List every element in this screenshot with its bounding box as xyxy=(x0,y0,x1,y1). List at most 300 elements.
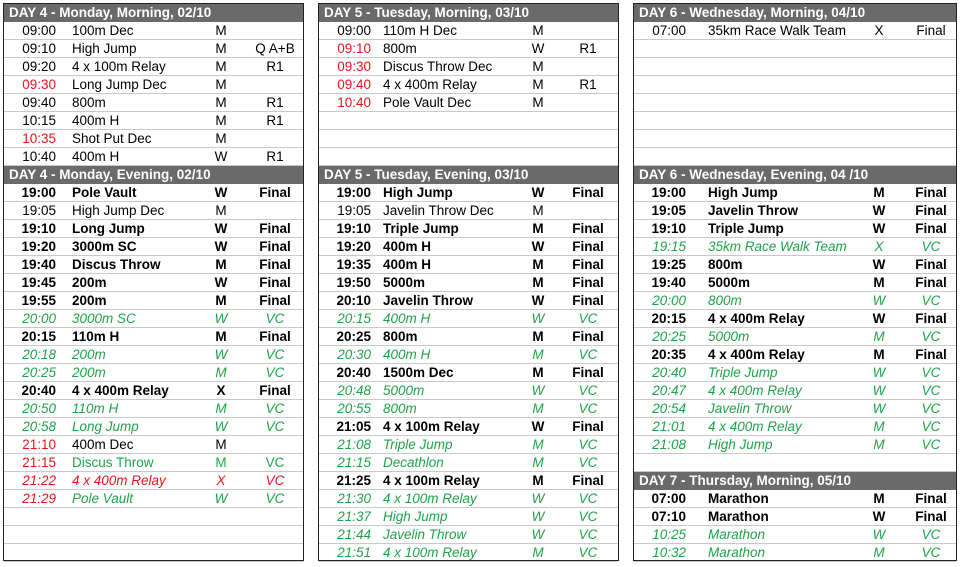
event-cell: 5000m xyxy=(708,275,751,290)
time-cell: 19:00 xyxy=(336,185,371,200)
schedule-row xyxy=(4,364,303,382)
time-cell: 07:00 xyxy=(651,491,686,506)
schedule-row xyxy=(4,256,303,274)
round-cell: Final xyxy=(259,275,291,290)
event-cell: 35km Race Walk Team xyxy=(708,239,847,254)
round-cell: Final xyxy=(259,185,291,200)
event-cell: 200m xyxy=(72,293,107,308)
event-cell: 800m xyxy=(708,293,742,308)
sex-cell: W xyxy=(872,257,886,272)
time-cell: 20:15 xyxy=(337,311,371,326)
round-cell: Q A+B xyxy=(255,41,295,56)
round-cell: VC xyxy=(578,455,598,470)
event-cell: 800m xyxy=(383,401,417,416)
sex-cell: X xyxy=(874,239,884,254)
sex-cell: W xyxy=(872,509,886,524)
event-cell: Marathon xyxy=(708,491,769,506)
round-cell: VC xyxy=(578,347,598,362)
schedule-row xyxy=(319,184,618,202)
event-cell: 5000m xyxy=(383,383,425,398)
sex-cell: W xyxy=(872,365,886,380)
schedule-row xyxy=(319,130,618,148)
time-cell: 20:55 xyxy=(337,401,371,416)
event-cell: High Jump Dec xyxy=(72,203,165,218)
time-cell: 19:00 xyxy=(21,185,56,200)
sex-cell: M xyxy=(215,293,227,308)
time-cell: 20:40 xyxy=(21,383,56,398)
schedule-row xyxy=(319,454,618,472)
time-cell: 20:35 xyxy=(651,347,686,362)
schedule-row xyxy=(319,40,618,58)
schedule-row xyxy=(634,490,956,508)
day7-morning-rows xyxy=(634,490,956,562)
round-cell: VC xyxy=(265,311,285,326)
sex-cell: M xyxy=(215,437,227,452)
round-cell: VC xyxy=(578,383,598,398)
time-cell: 20:30 xyxy=(337,347,371,362)
event-cell: Marathon xyxy=(708,509,769,524)
day7-morning-header: DAY 7 - Thursday, Morning, 05/10 xyxy=(634,472,956,490)
day5-panel xyxy=(318,3,619,561)
schedule-row xyxy=(319,112,618,130)
sex-cell: W xyxy=(214,347,228,362)
sex-cell: M xyxy=(532,401,544,416)
sex-cell: W xyxy=(214,221,228,236)
round-cell: Final xyxy=(572,221,604,236)
event-cell: 800m xyxy=(72,95,106,110)
time-cell: 19:25 xyxy=(651,257,686,272)
round-cell: Final xyxy=(259,293,291,308)
schedule-row xyxy=(4,76,303,94)
event-cell: Discus Throw xyxy=(72,257,161,272)
sex-cell: M xyxy=(532,329,544,344)
round-cell: Final xyxy=(572,365,604,380)
schedule-row xyxy=(4,472,303,490)
day5-evening-rows xyxy=(319,184,618,562)
schedule-row xyxy=(4,184,303,202)
schedule-row xyxy=(634,130,956,148)
sex-cell: M xyxy=(532,455,544,470)
sex-cell: M xyxy=(215,113,227,128)
time-cell: 20:50 xyxy=(22,401,56,416)
time-cell: 10:35 xyxy=(22,131,56,146)
schedule-row xyxy=(634,454,956,472)
schedule-row xyxy=(319,472,618,490)
day6-7-panel xyxy=(633,3,957,561)
schedule-row xyxy=(634,436,956,454)
schedule-row xyxy=(319,418,618,436)
event-cell: 400m H xyxy=(383,347,431,362)
sex-cell: M xyxy=(532,473,544,488)
round-cell: Final xyxy=(915,347,947,362)
schedule-row xyxy=(319,544,618,562)
day4-evening-header: DAY 4 - Monday, Evening, 02/10 xyxy=(4,166,303,184)
sex-cell: M xyxy=(215,77,227,92)
schedule-row xyxy=(4,94,303,112)
sex-cell: M xyxy=(215,329,227,344)
event-cell: Shot Put Dec xyxy=(72,131,152,146)
sex-cell: W xyxy=(214,311,228,326)
sex-cell: W xyxy=(872,401,886,416)
day4-panel xyxy=(3,3,304,561)
schedule-row xyxy=(634,220,956,238)
sex-cell: M xyxy=(532,77,544,92)
round-cell: VC xyxy=(921,527,941,542)
round-cell: VC xyxy=(578,527,598,542)
schedule-row xyxy=(634,364,956,382)
sex-cell: W xyxy=(531,419,545,434)
time-cell: 21:51 xyxy=(337,545,371,560)
day4-evening-rows xyxy=(4,184,303,562)
event-cell: 400m H xyxy=(72,149,120,164)
schedule-row xyxy=(4,526,303,544)
round-cell: Final xyxy=(572,239,604,254)
event-cell: 200m xyxy=(72,347,106,362)
round-cell: Final xyxy=(259,257,291,272)
sex-cell: M xyxy=(873,437,885,452)
event-cell: 5000m xyxy=(708,329,750,344)
schedule-row xyxy=(4,454,303,472)
round-cell: Final xyxy=(572,473,604,488)
schedule-row xyxy=(319,76,618,94)
sex-cell: W xyxy=(214,491,228,506)
event-cell: Pole Vault xyxy=(72,491,134,506)
time-cell: 10:40 xyxy=(22,149,56,164)
schedule-row xyxy=(634,418,956,436)
time-cell: 19:50 xyxy=(336,275,371,290)
event-cell: Discus Throw Dec xyxy=(383,59,493,74)
time-cell: 20:18 xyxy=(22,347,56,362)
event-cell: Triple Jump xyxy=(383,221,459,236)
round-cell: VC xyxy=(921,383,941,398)
event-cell: Javelin Throw xyxy=(383,527,467,542)
round-cell: R1 xyxy=(579,77,597,92)
event-cell: 4 x 400m Relay xyxy=(72,383,169,398)
schedule-row xyxy=(319,328,618,346)
sex-cell: W xyxy=(872,293,886,308)
schedule-row xyxy=(634,544,956,562)
round-cell: VC xyxy=(921,419,941,434)
schedule-row xyxy=(319,94,618,112)
round-cell: Final xyxy=(572,257,604,272)
sex-cell: M xyxy=(532,365,544,380)
round-cell: Final xyxy=(259,221,291,236)
schedule-row xyxy=(4,400,303,418)
schedule-row xyxy=(634,238,956,256)
schedule-row xyxy=(4,238,303,256)
schedule-row xyxy=(4,418,303,436)
sex-cell: M xyxy=(215,257,227,272)
schedule-row xyxy=(634,148,956,166)
sex-cell: M xyxy=(532,347,544,362)
event-cell: High Jump xyxy=(708,437,773,452)
event-cell: Pole Vault Dec xyxy=(383,95,472,110)
schedule-row xyxy=(4,346,303,364)
round-cell: VC xyxy=(578,509,598,524)
sex-cell: W xyxy=(531,293,545,308)
event-cell: 400m H xyxy=(383,239,432,254)
event-cell: 400m H xyxy=(72,113,120,128)
sex-cell: W xyxy=(214,239,228,254)
schedule-row xyxy=(4,292,303,310)
time-cell: 20:48 xyxy=(337,383,371,398)
sex-cell: M xyxy=(215,23,227,38)
time-cell: 09:40 xyxy=(337,77,371,92)
event-cell: 1500m Dec xyxy=(383,365,454,380)
schedule-row xyxy=(4,22,303,40)
round-cell: VC xyxy=(578,437,598,452)
schedule-row xyxy=(319,382,618,400)
day5-morning-header: DAY 5 - Tuesday, Morning, 03/10 xyxy=(319,4,618,22)
event-cell: 4 x 400m Relay xyxy=(72,473,166,488)
time-cell: 10:40 xyxy=(337,95,371,110)
schedule-row xyxy=(634,310,956,328)
schedule-row xyxy=(4,58,303,76)
time-cell: 21:29 xyxy=(22,491,56,506)
time-cell: 20:00 xyxy=(652,293,686,308)
round-cell: Final xyxy=(259,383,291,398)
time-cell: 20:25 xyxy=(336,329,371,344)
time-cell: 21:05 xyxy=(336,419,371,434)
schedule-row xyxy=(634,382,956,400)
event-cell: 4 x 100m Relay xyxy=(383,545,477,560)
round-cell: VC xyxy=(578,401,598,416)
sex-cell: W xyxy=(531,509,545,524)
event-cell: Marathon xyxy=(708,527,766,542)
sex-cell: X xyxy=(874,23,884,38)
day5-morning-rows xyxy=(319,22,618,166)
time-cell: 20:15 xyxy=(21,329,56,344)
schedule-row xyxy=(4,130,303,148)
event-cell: 800m xyxy=(383,41,417,56)
schedule-row xyxy=(319,292,618,310)
sex-cell: M xyxy=(215,365,227,380)
round-cell: VC xyxy=(265,347,285,362)
round-cell: VC xyxy=(265,455,285,470)
event-cell: High Jump xyxy=(383,185,453,200)
event-cell: Javelin Throw xyxy=(383,293,474,308)
round-cell: Final xyxy=(915,311,947,326)
schedule-row xyxy=(319,364,618,382)
round-cell: VC xyxy=(921,401,941,416)
sex-cell: W xyxy=(872,221,886,236)
round-cell: Final xyxy=(915,257,947,272)
event-cell: Triple Jump xyxy=(383,437,453,452)
round-cell: Final xyxy=(915,185,947,200)
sex-cell: X xyxy=(216,473,226,488)
round-cell: Final xyxy=(572,275,604,290)
time-cell: 21:10 xyxy=(22,437,56,452)
sex-cell: W xyxy=(872,527,886,542)
sex-cell: M xyxy=(532,59,544,74)
event-cell: Triple Jump xyxy=(708,365,778,380)
schedule-row xyxy=(634,400,956,418)
sex-cell: M xyxy=(873,419,885,434)
time-cell: 19:15 xyxy=(652,239,686,254)
schedule-row xyxy=(4,508,303,526)
event-cell: 3000m SC xyxy=(72,311,136,326)
event-cell: 4 x 400m Relay xyxy=(708,419,802,434)
round-cell: Final xyxy=(915,491,947,506)
schedule-row xyxy=(319,346,618,364)
schedule-row xyxy=(319,256,618,274)
event-cell: 400m H xyxy=(383,257,432,272)
time-cell: 10:32 xyxy=(652,545,686,560)
time-cell: 19:35 xyxy=(336,257,371,272)
time-cell: 20:15 xyxy=(651,311,686,326)
event-cell: 800m xyxy=(383,329,418,344)
time-cell: 19:55 xyxy=(21,293,56,308)
event-cell: 100m Dec xyxy=(72,23,134,38)
schedule-row xyxy=(319,526,618,544)
sex-cell: M xyxy=(532,95,544,110)
schedule-row xyxy=(319,490,618,508)
time-cell: 09:00 xyxy=(337,23,371,38)
schedule-row xyxy=(4,328,303,346)
schedule-row xyxy=(634,346,956,364)
schedule-row xyxy=(634,256,956,274)
schedule-row xyxy=(4,220,303,238)
round-cell: VC xyxy=(265,401,285,416)
sex-cell: M xyxy=(532,23,544,38)
time-cell: 09:20 xyxy=(22,59,56,74)
event-cell: Javelin Throw xyxy=(708,203,799,218)
sex-cell: M xyxy=(873,275,885,290)
event-cell: Discus Throw xyxy=(72,455,154,470)
sex-cell: M xyxy=(873,545,885,560)
event-cell: 4 x 100m Relay xyxy=(383,419,480,434)
round-cell: Final xyxy=(915,275,947,290)
time-cell: 19:00 xyxy=(651,185,686,200)
event-cell: High Jump xyxy=(383,509,448,524)
time-cell: 20:10 xyxy=(336,293,371,308)
time-cell: 19:40 xyxy=(651,275,686,290)
schedule-row xyxy=(634,274,956,292)
schedule-row xyxy=(4,274,303,292)
sex-cell: M xyxy=(215,203,227,218)
round-cell: VC xyxy=(265,365,285,380)
time-cell: 19:45 xyxy=(21,275,56,290)
time-cell: 20:40 xyxy=(336,365,371,380)
time-cell: 21:08 xyxy=(337,437,371,452)
event-cell: Javelin Throw xyxy=(708,401,792,416)
sex-cell: M xyxy=(215,41,227,56)
time-cell: 21:25 xyxy=(336,473,371,488)
time-cell: 07:10 xyxy=(651,509,686,524)
time-cell: 09:10 xyxy=(22,41,56,56)
schedule-row xyxy=(634,94,956,112)
round-cell: VC xyxy=(921,239,941,254)
time-cell: 09:30 xyxy=(337,59,371,74)
round-cell: R1 xyxy=(266,113,284,128)
schedule-row xyxy=(4,382,303,400)
day6-evening-rows xyxy=(634,184,956,472)
sex-cell: W xyxy=(531,311,545,326)
sex-cell: M xyxy=(215,131,227,146)
schedule-row xyxy=(319,22,618,40)
schedule-row xyxy=(319,148,618,166)
sex-cell: W xyxy=(531,185,545,200)
round-cell: Final xyxy=(916,23,946,38)
schedule-row xyxy=(634,112,956,130)
schedule-row xyxy=(319,220,618,238)
day6-morning-header: DAY 6 - Wednesday, Morning, 04/10 xyxy=(634,4,956,22)
event-cell: 110m H xyxy=(72,401,119,416)
event-cell: 4 x 400m Relay xyxy=(708,347,805,362)
time-cell: 19:20 xyxy=(21,239,56,254)
time-cell: 19:05 xyxy=(651,203,686,218)
schedule-row xyxy=(634,202,956,220)
round-cell: VC xyxy=(265,419,285,434)
event-cell: Javelin Throw Dec xyxy=(383,203,494,218)
schedule-row xyxy=(634,328,956,346)
time-cell: 07:00 xyxy=(652,23,686,38)
time-cell: 20:00 xyxy=(22,311,56,326)
schedule-row xyxy=(634,508,956,526)
schedule-row xyxy=(4,40,303,58)
event-cell: High Jump xyxy=(708,185,778,200)
schedule-row xyxy=(319,58,618,76)
sex-cell: W xyxy=(214,275,228,290)
event-cell: 35km Race Walk Team xyxy=(708,23,847,38)
round-cell: Final xyxy=(915,509,947,524)
round-cell: Final xyxy=(915,221,947,236)
sex-cell: M xyxy=(873,329,885,344)
schedule-row xyxy=(4,436,303,454)
sex-cell: M xyxy=(215,59,227,74)
event-cell: High Jump xyxy=(72,41,137,56)
time-cell: 19:10 xyxy=(336,221,371,236)
event-cell: 4 x 400m Relay xyxy=(708,311,805,326)
round-cell: R1 xyxy=(266,59,284,74)
sex-cell: M xyxy=(215,455,227,470)
round-cell: VC xyxy=(265,491,285,506)
event-cell: 3000m SC xyxy=(72,239,137,254)
event-cell: 4 x 100m Relay xyxy=(383,491,477,506)
time-cell: 20:58 xyxy=(22,419,56,434)
time-cell: 21:44 xyxy=(337,527,371,542)
event-cell: 200m xyxy=(72,275,107,290)
schedule-row xyxy=(4,202,303,220)
event-cell: 110m H Dec xyxy=(383,23,458,38)
round-cell: VC xyxy=(921,365,941,380)
schedule-row xyxy=(634,22,956,40)
time-cell: 20:25 xyxy=(652,329,686,344)
time-cell: 21:08 xyxy=(652,437,686,452)
schedule-row xyxy=(634,58,956,76)
schedule-row xyxy=(634,292,956,310)
schedule-row xyxy=(634,526,956,544)
time-cell: 19:20 xyxy=(336,239,371,254)
time-cell: 10:25 xyxy=(652,527,686,542)
schedule-row xyxy=(4,544,303,562)
round-cell: Final xyxy=(915,203,947,218)
time-cell: 10:15 xyxy=(22,113,56,128)
schedule-row xyxy=(634,76,956,94)
event-cell: 4 x 400m Relay xyxy=(383,77,477,92)
event-cell: 5000m xyxy=(383,275,426,290)
event-cell: Long Jump xyxy=(72,221,145,236)
sex-cell: X xyxy=(216,383,226,398)
time-cell: 19:10 xyxy=(651,221,686,236)
time-cell: 20:25 xyxy=(22,365,56,380)
event-cell: 800m xyxy=(708,257,743,272)
time-cell: 19:40 xyxy=(21,257,56,272)
round-cell: R1 xyxy=(579,41,597,56)
round-cell: VC xyxy=(578,311,598,326)
round-cell: VC xyxy=(578,491,598,506)
time-cell: 19:05 xyxy=(22,203,56,218)
